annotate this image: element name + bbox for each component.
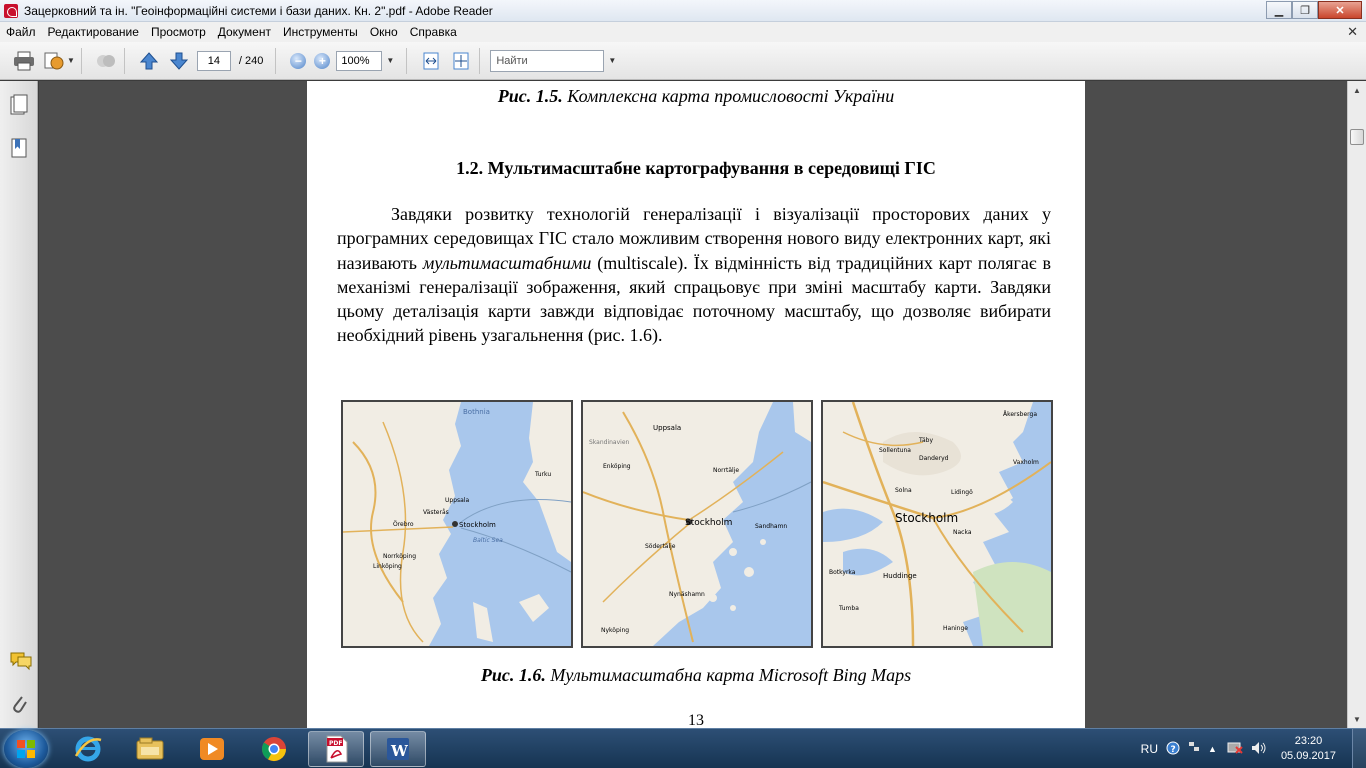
map2-label-sodertalje: Södertälje: [645, 543, 676, 550]
zoom-dropdown-icon[interactable]: ▼: [386, 56, 395, 65]
fit-page-icon[interactable]: [449, 49, 473, 73]
map3-label-solna: Solna: [895, 487, 912, 494]
map2-label-nykoping: Nyköping: [601, 627, 630, 634]
map1-label-norrkoping: Norrköping: [383, 553, 417, 560]
map-city: [821, 400, 1053, 648]
window-title: Зацерковний та ін. "Геоінформаційні системи і бази даних. Кн. 2".pdf - Adobe Reader: [24, 3, 493, 18]
page-number-footer: 13: [688, 712, 704, 728]
find-dropdown-icon[interactable]: ▼: [608, 56, 617, 65]
map2-label-sandhamn: Sandhamn: [755, 523, 788, 530]
map1-label-bothnia: Bothnia: [463, 408, 490, 416]
menu-view[interactable]: Просмотр: [150, 25, 206, 39]
vertical-scrollbar[interactable]: [1347, 81, 1366, 728]
caption-top-text: Комплексна карта промисловості України: [562, 86, 895, 106]
chrome-icon[interactable]: [246, 731, 302, 767]
map3-label-sollentuna: Sollentuna: [879, 447, 911, 454]
menu-document[interactable]: Документ: [217, 25, 271, 39]
menu-file[interactable]: Файл: [6, 25, 36, 39]
map1-label-uppsala: Uppsala: [445, 497, 470, 504]
navigation-panel: [0, 81, 38, 728]
paragraph-part-1: Завдяки розвитку технологій генералізації і візуалізації просторових даних у програмних середовищах ГІС стало можливим створення нового виду електронних карт, які називають: [337, 204, 1051, 273]
window-controls: [1266, 1, 1362, 19]
clock-time: 23:20: [1294, 735, 1323, 747]
toolbar-divider: [479, 48, 480, 74]
map2-label-nynashamn: Nynäshamn: [669, 591, 705, 598]
system-tray: [1141, 729, 1366, 768]
map2-label-stockholm: Stockholm: [685, 518, 733, 528]
scroll-up-icon[interactable]: ▲: [1353, 85, 1361, 95]
menu-edit[interactable]: Редактирование: [47, 25, 139, 39]
document-close-icon[interactable]: ✕: [1347, 24, 1358, 39]
map2-label-enkoping: Enköping: [603, 463, 631, 470]
scroll-thumb[interactable]: [1350, 129, 1364, 145]
share-icon[interactable]: [42, 49, 66, 73]
paragraph-part-2: (multiscale). Їх відмінність від традиційних карт полягає в механізмі генералізації зображення, який спрацьовує при зміні масштабу карти. Завдяки цьому деталізація карти завжди відповідає поточному масштабу, що дозволяє вибирати необхідний рівень узагальнення (рис. 1.6).: [337, 252, 1051, 346]
zoom-out-icon[interactable]: −: [290, 53, 306, 69]
map3-label-stockholm: Stockholm: [895, 511, 959, 525]
svg-text:?: ?: [1170, 744, 1176, 755]
start-button[interactable]: [4, 730, 48, 768]
attachments-icon[interactable]: [10, 693, 28, 715]
find-input[interactable]: Найти: [490, 50, 604, 72]
paragraph-italic-term: мультимасштабними: [422, 252, 592, 273]
share-dropdown-icon[interactable]: ▼: [67, 56, 75, 65]
keyboard-tray-icon[interactable]: [1188, 741, 1200, 758]
map1-label-turku: Turku: [535, 471, 552, 478]
map-regional: [341, 400, 573, 648]
page-number-input[interactable]: 14: [197, 51, 231, 71]
title-bar: [0, 0, 1366, 22]
map3-label-danderyd: Danderyd: [919, 455, 949, 462]
adobe-reader-icon: [4, 4, 18, 18]
map1-label-stockholm: Stockholm: [459, 521, 496, 529]
windows-logo-icon: [17, 740, 35, 758]
media-player-icon[interactable]: [184, 731, 240, 767]
map3-label-akersberga: Åkersberga: [1003, 411, 1037, 418]
map3-label-lidingo: Lidingö: [951, 489, 973, 496]
collaborate-icon: [94, 49, 118, 73]
body-paragraph: [337, 202, 1051, 348]
print-icon[interactable]: [12, 49, 36, 73]
map2-label-norrtalje: Norrtälje: [713, 467, 740, 474]
map3-label-huddinge: Huddinge: [883, 572, 917, 580]
figure-caption-bottom: [307, 665, 1085, 686]
map3-label-tumba: Tumba: [839, 605, 859, 612]
file-explorer-icon[interactable]: [122, 731, 178, 767]
menu-window[interactable]: Окно: [369, 25, 398, 39]
minimize-button[interactable]: ▁: [1266, 1, 1292, 19]
pdf-page: [307, 81, 1085, 728]
word-taskbar-icon[interactable]: [370, 731, 426, 767]
help-tray-icon[interactable]: [1166, 741, 1180, 758]
section-heading: 1.2. Мультимасштабне картографування в середовищі ГІС: [456, 158, 936, 178]
map3-label-botkyrka: Botkyrka: [829, 569, 856, 576]
menu-help[interactable]: Справка: [409, 25, 457, 39]
caption-bottom-text: Мультимасштабна карта Microsoft Bing Maps: [545, 665, 912, 685]
map1-label-orebro: Örebro: [393, 521, 414, 528]
zoom-level-input[interactable]: 100%: [336, 51, 382, 71]
map2-label-skandinavien: Skandinavien: [589, 439, 630, 446]
svg-text:PDF: PDF: [329, 740, 343, 747]
document-view[interactable]: [39, 81, 1347, 728]
maximize-button[interactable]: ❐: [1292, 1, 1318, 19]
map3-label-taby: Täby: [919, 437, 934, 444]
map1-label-vasteras: Västerås: [423, 509, 449, 516]
volume-tray-icon[interactable]: [1251, 741, 1267, 758]
map3-label-haninge: Haninge: [943, 625, 968, 632]
toolbar: [0, 42, 1366, 80]
toolbar-divider: [406, 48, 407, 74]
clock[interactable]: [1281, 734, 1336, 764]
figure-maps: [341, 400, 1053, 648]
next-page-icon[interactable]: [167, 49, 191, 73]
show-hidden-icons[interactable]: ▲: [1208, 744, 1217, 754]
menu-tools[interactable]: Инструменты: [282, 25, 358, 39]
language-indicator[interactable]: RU: [1140, 742, 1159, 756]
map2-label-uppsala: Uppsala: [653, 424, 682, 432]
map1-label-linkoping: Linköping: [373, 563, 402, 570]
bookmarks-panel-icon[interactable]: [10, 137, 28, 159]
close-button[interactable]: ✕: [1318, 1, 1362, 19]
pages-panel-icon[interactable]: [10, 94, 28, 116]
previous-page-icon[interactable]: [137, 49, 161, 73]
scroll-down-icon[interactable]: ▼: [1353, 714, 1361, 724]
toolbar-divider: [81, 48, 82, 74]
figure-caption-top: [307, 86, 1085, 107]
comments-panel-icon[interactable]: [10, 651, 28, 673]
adobe-reader-taskbar-icon[interactable]: [308, 731, 364, 767]
toolbar-divider: [124, 48, 125, 74]
map3-label-vaxholm: Vaxholm: [1013, 459, 1039, 466]
clock-date: 05.09.2017: [1280, 750, 1336, 762]
svg-text:W: W: [391, 742, 408, 760]
caption-top-label: Рис. 1.5.: [497, 86, 563, 106]
map-city-region: [581, 400, 813, 648]
map1-label-baltic: Baltic Sea: [473, 537, 503, 544]
zoom-in-icon[interactable]: +: [314, 53, 330, 69]
taskbar: [0, 728, 1366, 768]
internet-explorer-icon[interactable]: [60, 731, 116, 767]
toolbar-divider: [275, 48, 276, 74]
show-desktop-button[interactable]: [1352, 729, 1366, 768]
caption-bottom-label: Рис. 1.6.: [480, 665, 546, 685]
network-tray-icon[interactable]: [1227, 741, 1243, 758]
map3-label-nacka: Nacka: [953, 529, 972, 536]
fit-width-icon[interactable]: [419, 49, 443, 73]
page-total: / 240: [238, 54, 264, 67]
menu-bar: [0, 22, 1366, 42]
